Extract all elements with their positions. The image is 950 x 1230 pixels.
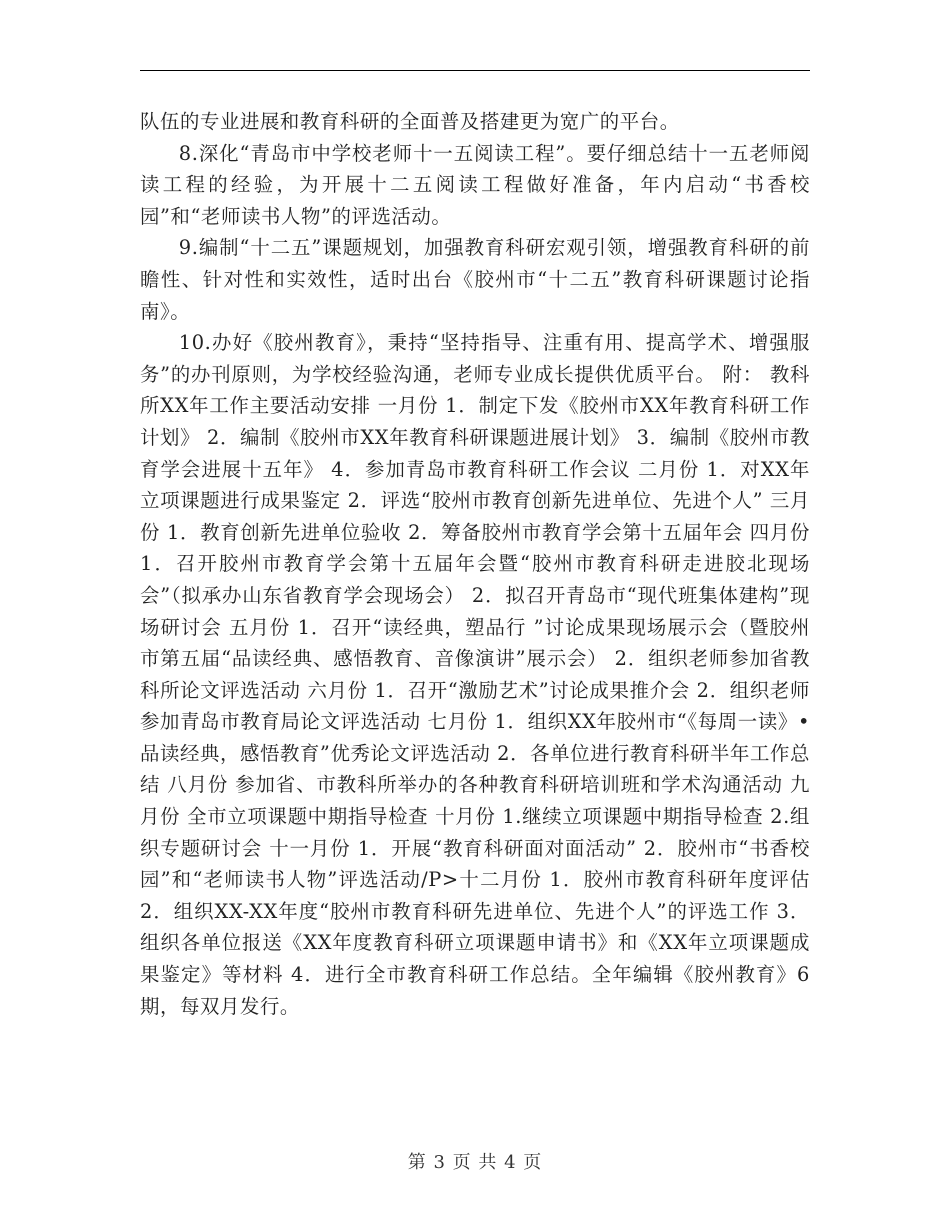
paragraph-item-8: 8.深化“青岛市中学校老师十一五阅读工程”。要仔细总结十一五老师阅读工程的经验，为开展十二五阅读工程做好准备，年内启动“书香校园”和“老师读书人物”的评选活动。 bbox=[140, 141, 810, 228]
document-body bbox=[140, 106, 810, 1022]
paragraph-item-9: 9.编制“十二五”课题规划，加强教育科研宏观引领，增强教育科研的前瞻性、针对性和实效性，适时出台《胶州市“十二五”教育科研课题讨论指南》。 bbox=[140, 236, 810, 323]
header-rule bbox=[140, 70, 810, 71]
page-number-footer: 第 3 页 共 4 页 bbox=[407, 1152, 543, 1173]
paragraph-continuation: 队伍的专业进展和教育科研的全面普及搭建更为宽广的平台。 bbox=[140, 110, 680, 133]
paragraph-item-10: 10.办好《胶州教育》，秉持“坚持指导、注重有用、提高学术、增强服务”的办刊原则，为学校经验沟通，老师专业成长提供优质平台。 附： 教科所XX年工作主要活动安排 一月份 1．制定下发《胶州市XX年教育科研工作计划》 2．编制《胶州市XX年教育科研课题进展计划》 3．编制《胶州市教育学会进展十五年》 4．参加青岛市教育科研工作会议 二月份 1．对XX年立项课题进行成果鉴定 2．评选“胶州市教育创新先进单位、先进个人” 三月份 1．教育创新先进单位验收 2．筹备胶州市教育学会第十五届年会 四月份 1．召开胶州市教育学会第十五届年会暨“胶州市教育科研走进胶北现场会”（拟承办山东省教育学会现场会） 2．拟召开青岛市“现代班集体建构”现场研讨会 五月份 1．召开“读经典，塑品行 ”讨论成果现场展示会（暨胶州市第五届“品读经典、感悟教育、音像演讲”展示会） 2．组织老师参加省教科所论文评选活动 六月份 1．召开“激励艺术”讨论成果推介会 2．组织老师参加青岛市教育局论文评选活动 七月份 1．组织XX年胶州市“《每周一读》•品读经典，感悟教育”优秀论文评选活动 2．各单位进行教育科研半年工作总结 八月份 参加省、市教科所举办的各种教育科研培训班和学术沟通活动 九月份 全市立项课题中期指导检查 十月份 1.继续立项课题中期指导检查 2.组织专题研讨会 十一月份 1．开展“教育科研面对面活动” 2．胶州市“书香校园”和“老师读书人物”评选活动/P>十二月份 1．胶州市教育科研年度评估 2．组织XX-XX年度“胶州市教育科研先进单位、先进个人”的评选工作 3．组织各单位报送《XX年度教育科研立项课题申请书》和《XX年立项课题成果鉴定》等材料 4．进行全市教育科研工作总结。全年编辑《胶州教育》6期，每双月发行。 bbox=[140, 331, 810, 1018]
